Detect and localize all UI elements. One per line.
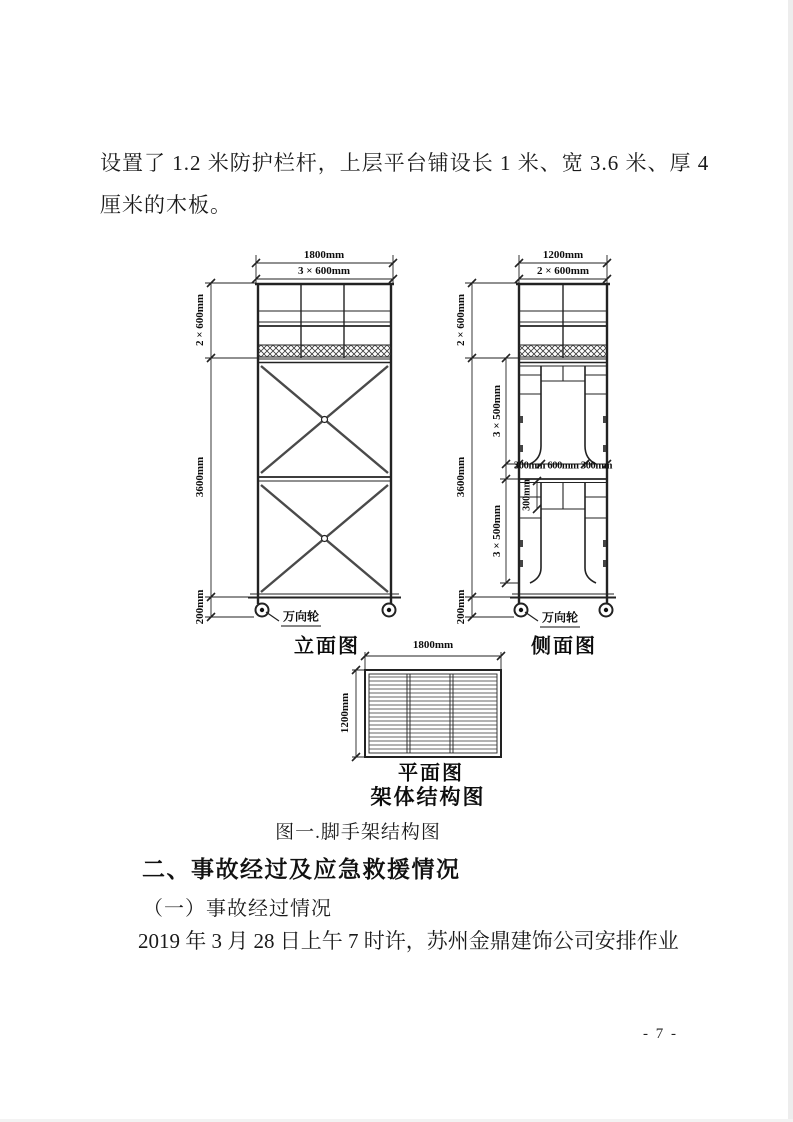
subsection-heading: （一）事故经过情况 [143,898,332,920]
dim-side-body-height: 3600mm [455,456,467,498]
section-heading: 二、事故经过及应急救援情况 [142,856,461,882]
side-view-title: 侧面图 [531,635,597,658]
dim-elevation-total-width: 1800mm [303,249,345,261]
dim-elevation-wheel-height: 200mm [194,589,206,625]
dim-elevation-bays: 3 × 600mm [297,265,351,277]
scan-edge-right [788,0,793,1122]
figure-caption: 图一.脚手架结构图 [275,822,441,843]
dim-side-ladder-lower: 3 × 500mm [491,504,503,558]
plan-view-title: 平面图 [398,762,464,785]
structure-diagram-title: 架体结构图 [370,785,486,809]
paragraph-top-line1: 设置了 1.2 米防护栏杆，上层平台铺设长 1 米、宽 3.6 米、厚 4 [100,151,710,175]
elevation-caster-wheel-label: 万向轮 [281,608,321,627]
dim-side-bays: 2 × 600mm [536,265,590,277]
dim-elevation-body-height: 3600mm [194,456,206,498]
dim-side-top-height: 2 × 600mm [455,293,467,347]
elevation-view-title: 立面图 [294,635,360,658]
dim-plan-width: 1800mm [412,639,454,651]
dim-side-total-width: 1200mm [542,249,584,261]
paragraph-top-line2: 厘米的木板。 [100,193,232,217]
dim-elevation-top-height: 2 × 600mm [194,293,206,347]
dim-side-ladder-upper: 3 × 500mm [491,384,503,438]
dim-side-stub: 300mm [521,479,533,511]
dim-plan-depth: 1200mm [339,692,351,734]
paragraph-bottom: 2019 年 3 月 28 日上午 7 时许，苏州金鼎建饰公司安排作业 [138,929,679,953]
dim-side-mid-widths: 300mm 600mm 300mm [513,460,613,472]
side-caster-wheel-label: 万向轮 [540,609,580,628]
page-number: - 7 - [643,1026,678,1042]
dim-side-wheel-height: 200mm [455,589,467,625]
